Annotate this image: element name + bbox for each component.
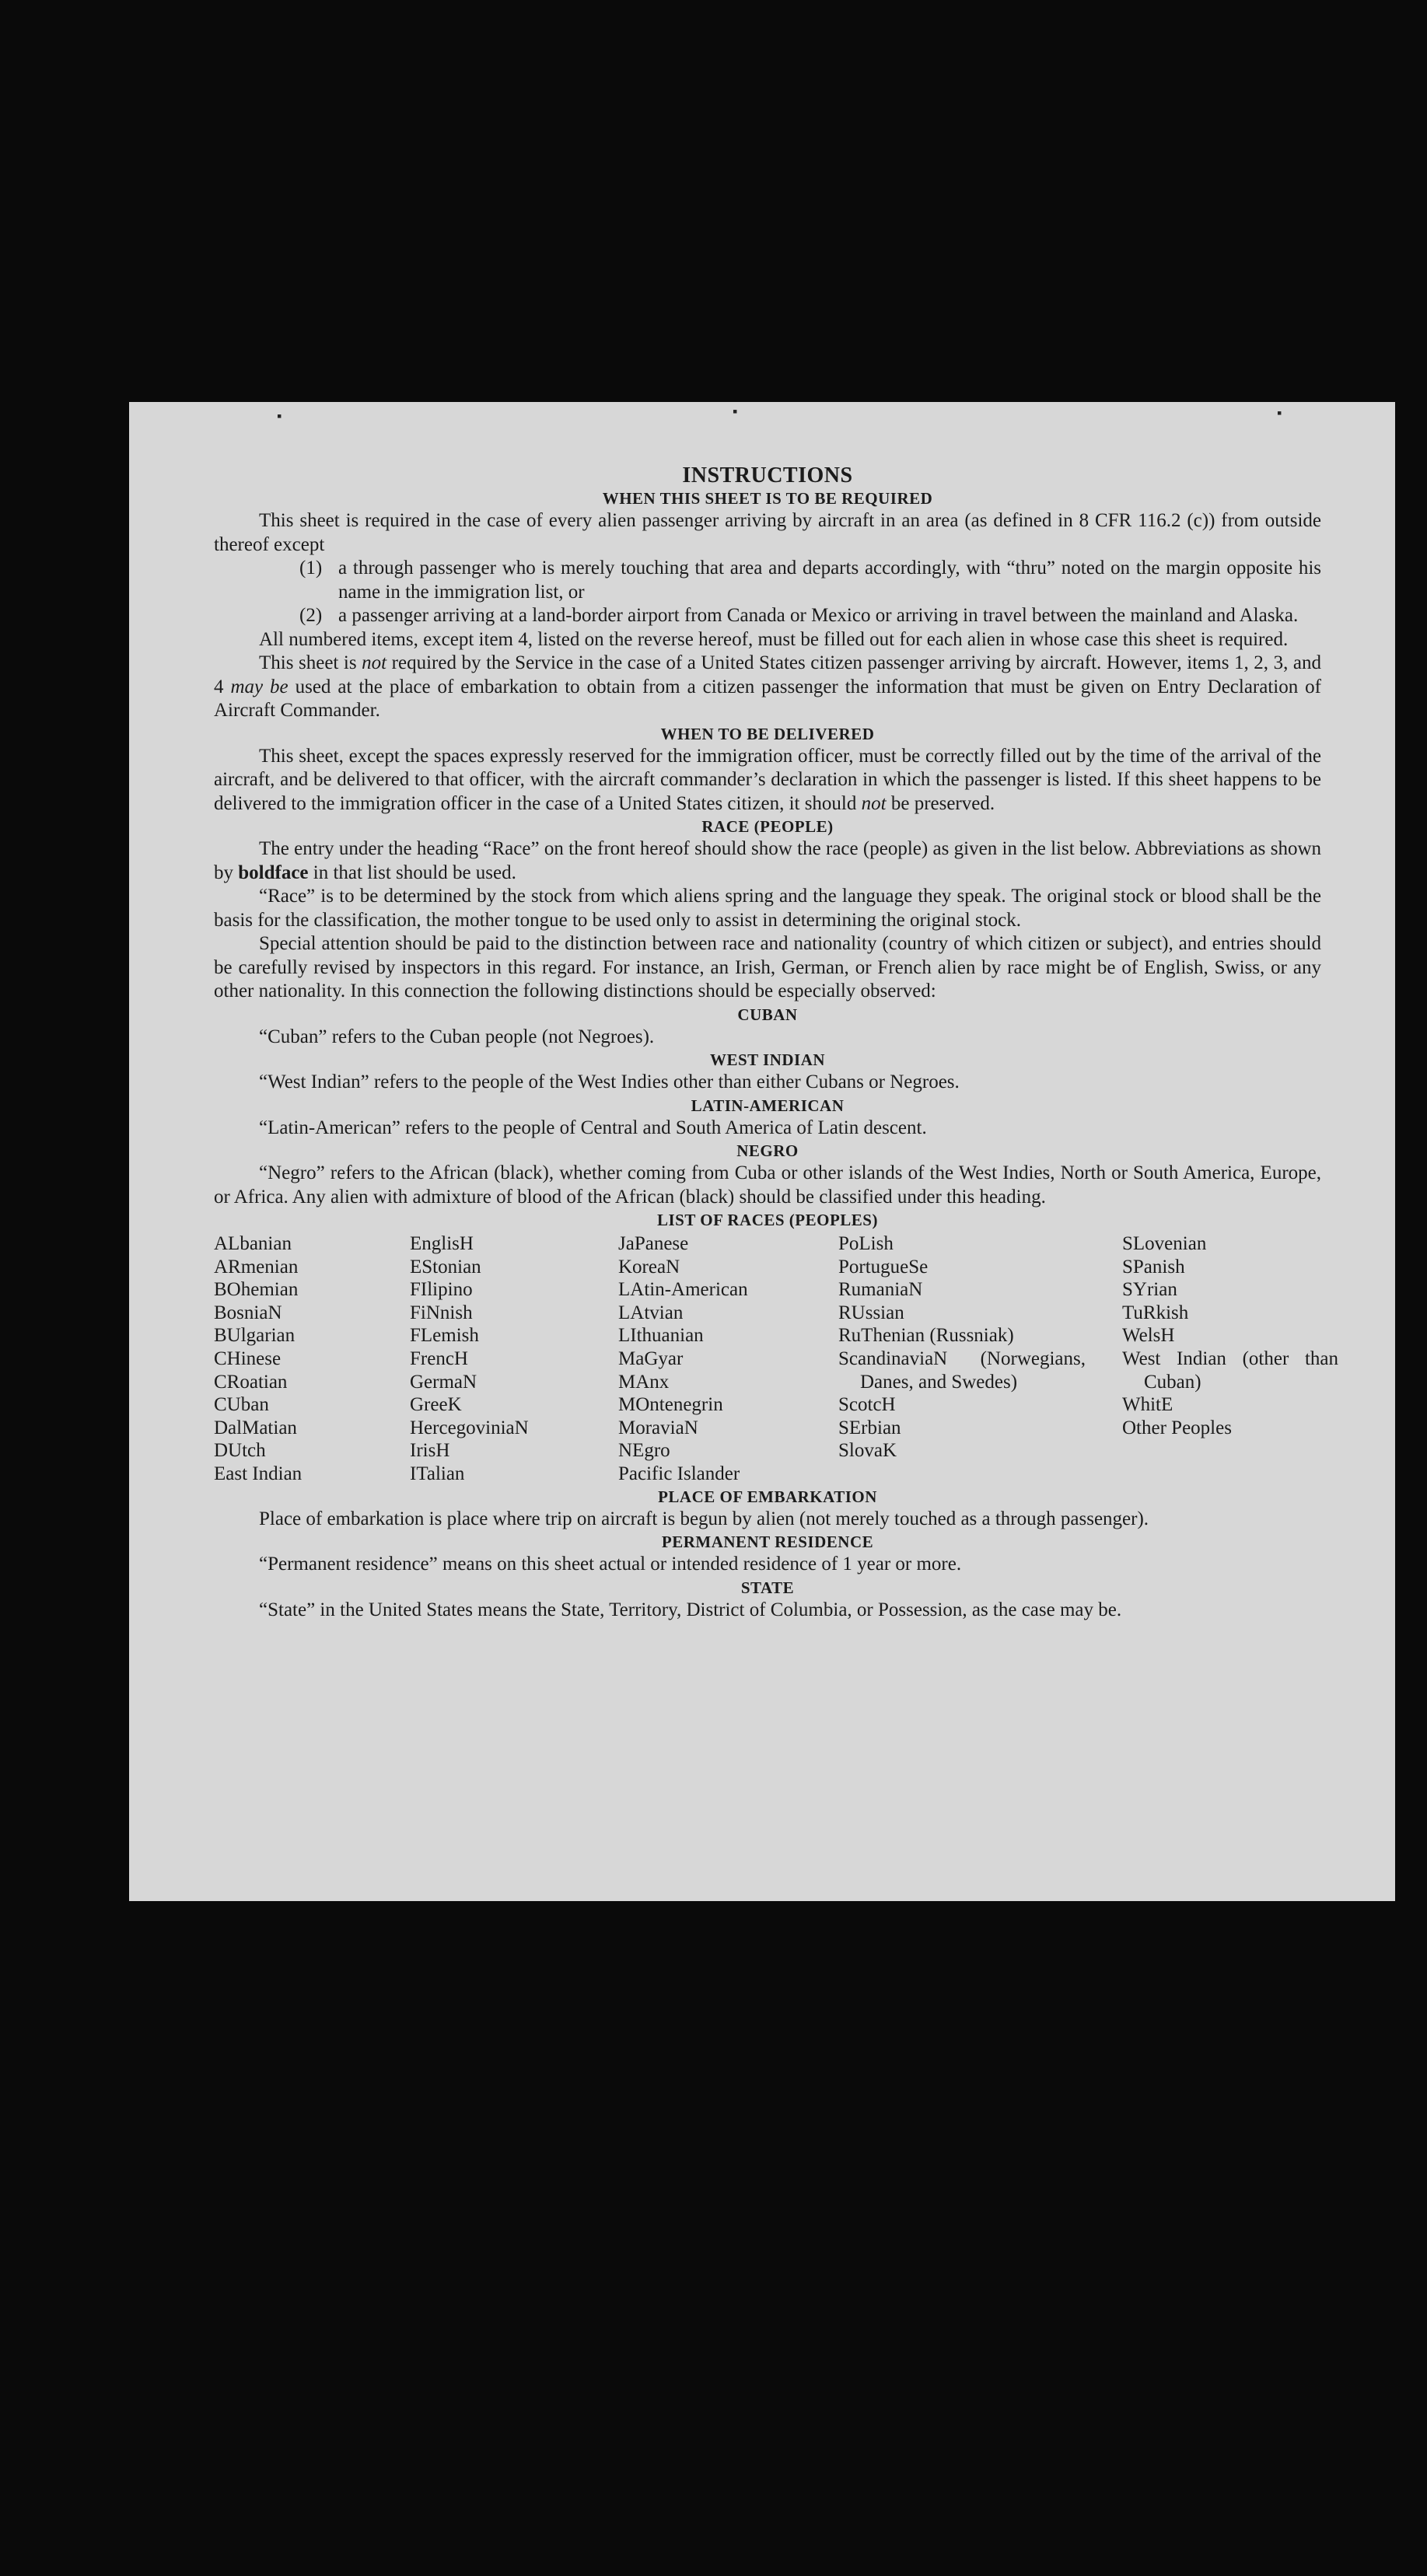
paragraph-latin-american: “Latin-American” refers to the people of Central and South America of Latin descent. — [259, 1117, 927, 1138]
punch-mark: ▪ — [277, 408, 282, 424]
races-column-2 — [410, 1232, 618, 1486]
list-item: SLovenian — [1122, 1233, 1207, 1254]
item-text: a through passenger who is merely touching that area and departs accordingly, with “thru” noted on the margin opposite his name in the immigration list, or — [338, 557, 1321, 603]
list-item: PortugueSe — [838, 1256, 929, 1278]
list-item: PoLish — [838, 1233, 894, 1254]
paragraph-race-definition: “Race” is to be determined by the stock from which aliens spring and the language they speak. The original stock or blood shall be the basis for the classification, the mother tongue to be used only to assist in determining the original stock. — [214, 886, 1321, 931]
punch-mark: ▪ — [1277, 405, 1282, 421]
races-column-1 — [214, 1232, 410, 1486]
paragraph-required-intro: This sheet is required in the case of every alien passenger arriving by aircraft in an area (as defined in 8 CFR 116.2 (c)) from outside thereof except — [214, 510, 1321, 555]
list-item: RumaniaN — [838, 1279, 923, 1301]
list-item: RuThenian (Russniak) — [838, 1325, 1014, 1347]
list-item: Pacific Islander — [618, 1463, 740, 1484]
item-number: (1) — [299, 557, 323, 578]
section-heading-list-of-races: LIST OF RACES (PEOPLES) — [657, 1211, 878, 1229]
paragraph-delivery: This sheet, except the spaces expressly reserved for the immigration officer, must be correctly filled out by the time of the arrival of the aircraft, and be delivered to that officer, with the aircraft commander’s declaration in which the passenger is listed. If this sheet happens to be delivered to the immigration officer in the case of a United States citizen, it should not be preserved. — [214, 745, 1321, 814]
list-item: WelsH — [1122, 1325, 1175, 1347]
section-heading-west-indian: WEST INDIAN — [709, 1050, 826, 1069]
punch-mark: ▪ — [733, 404, 738, 419]
list-item: SPanish — [1122, 1256, 1185, 1278]
section-heading-race: RACE (PEOPLE) — [701, 817, 834, 836]
list-item: East Indian — [214, 1463, 303, 1484]
paragraph-numbered-items: All numbered items, except item 4, listed on the reverse hereof, must be filled out for each alien in whose case this sheet is required. — [259, 628, 1289, 650]
list-item: West Indian (other than Cuban) — [1122, 1347, 1338, 1393]
list-item: FiNnish — [410, 1302, 473, 1323]
races-column-3 — [618, 1232, 838, 1486]
list-item: WhitE — [1122, 1394, 1173, 1416]
document-page — [129, 402, 1395, 1901]
list-item: BOhemian — [214, 1279, 299, 1301]
races-column-5 — [1122, 1232, 1338, 1486]
exception-item-1 — [299, 557, 1321, 604]
list-item: JaPanese — [618, 1233, 689, 1254]
list-item: Other Peoples — [1122, 1417, 1232, 1438]
paragraph-cuban: “Cuban” refers to the Cuban people (not Negroes). — [259, 1026, 655, 1047]
list-item: LAtvian — [618, 1302, 684, 1323]
list-item: SlovaK — [838, 1440, 897, 1462]
list-item: EStonian — [410, 1256, 481, 1278]
list-item: ScandinaviaN (Norwegians, Danes, and Swedes) — [838, 1347, 1086, 1393]
list-item: DalMatian — [214, 1417, 297, 1438]
list-item: EnglisH — [410, 1233, 474, 1254]
exception-item-2 — [299, 604, 1321, 628]
paragraph-state: “State” in the United States means the State, Territory, District of Columbia, or Possession, as the case may be. — [259, 1599, 1122, 1620]
list-item: CRoatian — [214, 1371, 288, 1393]
paragraph-race-entry: The entry under the heading “Race” on the front hereof should show the race (people) as given in the list below. Abbreviations as shown by boldface in that list should be used. — [214, 838, 1321, 883]
list-item: MAnx — [618, 1371, 670, 1393]
list-item: HercegoviniaN — [410, 1417, 529, 1438]
races-column-4 — [838, 1232, 1122, 1486]
list-item: FLemish — [410, 1325, 479, 1347]
list-item: MOntenegrin — [618, 1394, 723, 1416]
section-heading-latin-american: LATIN-AMERICAN — [691, 1096, 845, 1115]
list-item: LIthuanian — [618, 1325, 704, 1347]
list-item: ARmenian — [214, 1256, 299, 1278]
paragraph-citizen: This sheet is not required by the Service in the case of a United States citizen passenger arriving by aircraft. However, items 1, 2, 3, and 4 may be used at the place of embarkation to obtain from a citizen passenger the information that must be given on Entry Declaration of Aircraft Commander. — [214, 652, 1322, 721]
section-heading-embarkation: PLACE OF EMBARKATION — [658, 1487, 877, 1506]
list-item: ScotcH — [838, 1394, 896, 1416]
list-item: MoraviaN — [618, 1417, 698, 1438]
list-item: ALbanian — [214, 1233, 292, 1254]
paragraph-west-indian: “West Indian” refers to the people of the West Indies other than either Cubans or Negroes. — [259, 1071, 960, 1092]
section-heading-state: STATE — [740, 1578, 795, 1597]
list-item: ITalian — [410, 1463, 465, 1484]
list-item: CHinese — [214, 1347, 282, 1369]
list-item: RUssian — [838, 1302, 904, 1323]
list-item: NEgro — [618, 1440, 670, 1462]
paragraph-negro: “Negro” refers to the African (black), whether coming from Cuba or other islands of the West Indies, North or South America, Europe, or Africa. Any alien with admixture of blood of the African (black) should be classified under this heading. — [214, 1162, 1321, 1208]
list-item: MaGyar — [618, 1347, 684, 1369]
list-item: TuRkish — [1122, 1302, 1189, 1323]
list-item: SErbian — [838, 1417, 901, 1438]
list-item: FIlipino — [410, 1279, 473, 1301]
list-item: BosniaN — [214, 1302, 282, 1323]
list-item: KoreaN — [618, 1256, 680, 1278]
instructions-sheet — [214, 463, 1338, 1622]
list-item: BUlgarian — [214, 1325, 296, 1347]
section-heading-when-required: WHEN THIS SHEET IS TO BE REQUIRED — [602, 489, 933, 508]
list-item: CUban — [214, 1394, 269, 1416]
item-number: (2) — [299, 605, 323, 626]
list-item: FrencH — [410, 1347, 468, 1369]
section-heading-cuban: CUBAN — [737, 1005, 798, 1024]
list-item: SYrian — [1122, 1279, 1177, 1301]
paragraph-permanent-residence: “Permanent residence” means on this sheet actual or intended residence of 1 year or more. — [259, 1554, 962, 1575]
list-item: IrisH — [410, 1440, 450, 1462]
section-heading-permanent-residence: PERMANENT RESIDENCE — [661, 1533, 874, 1552]
list-item: GermaN — [410, 1371, 477, 1393]
item-text: a passenger arriving at a land-border airport from Canada or Mexico or arriving in travel between the mainland and Alaska. — [338, 605, 1299, 626]
list-item: DUtch — [214, 1440, 266, 1462]
page-title: INSTRUCTIONS — [682, 463, 853, 488]
list-item: GreeK — [410, 1394, 462, 1416]
list-item: LAtin-American — [618, 1279, 748, 1301]
races-list — [214, 1232, 1338, 1486]
paragraph-embarkation: Place of embarkation is place where trip on aircraft is begun by alien (not merely touched as a through passenger). — [259, 1508, 1149, 1529]
paragraph-race-nationality: Special attention should be paid to the distinction between race and nationality (country of which citizen or subject), and entries should be carefully revised by inspectors in this regard. For instance, an Irish, German, or French alien by race might be of English, Swiss, or any other nationality. In this connection the following distinctions should be especially observed: — [214, 933, 1321, 1001]
section-heading-negro: NEGRO — [736, 1141, 799, 1160]
section-heading-when-delivered: WHEN TO BE DELIVERED — [660, 724, 875, 743]
